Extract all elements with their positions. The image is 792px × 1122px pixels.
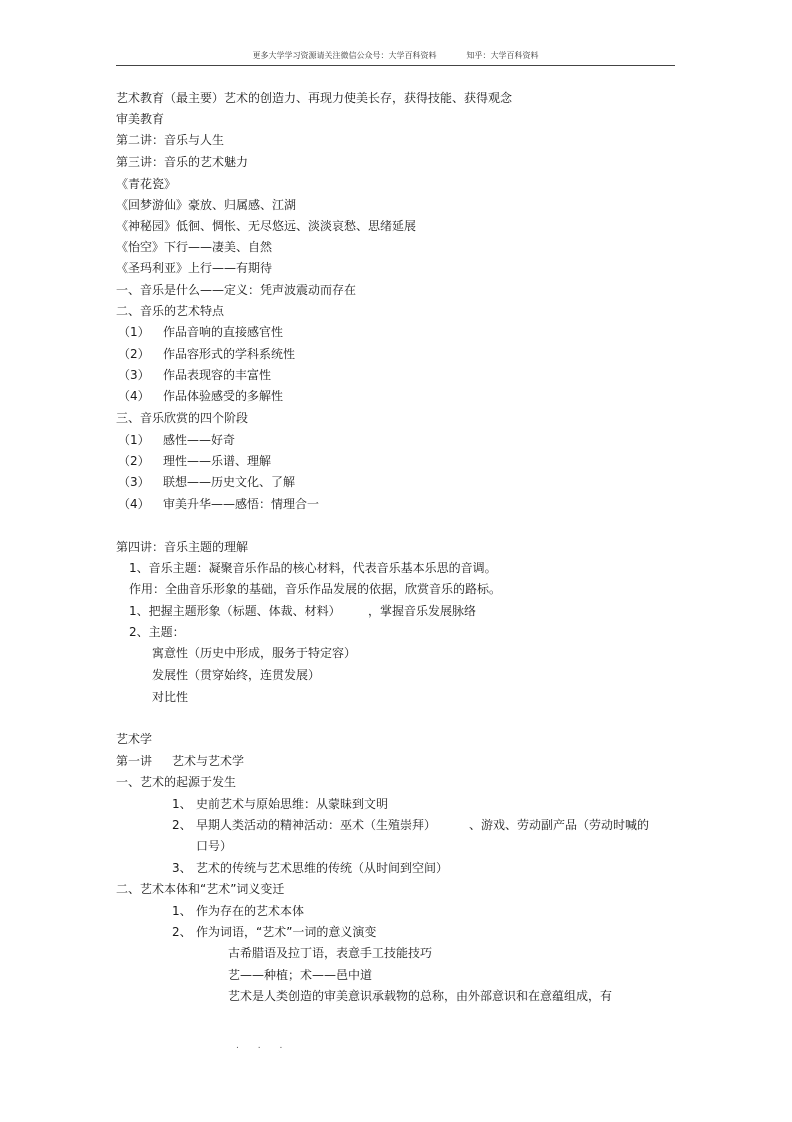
text-line: 1、把握主题形象（标题、体裁、材料） — [129, 604, 341, 618]
list-text: 早期人类活动的精神活动：巫术（生殖崇拜） — [196, 818, 437, 832]
list-text: 史前艺术与原始思维：从蒙昧到文明 — [196, 797, 389, 811]
text-line: 2、主题： — [129, 625, 185, 639]
text-line: 第四讲：音乐主题的理解 — [116, 540, 249, 554]
list-text: 作为存在的艺术本体 — [196, 904, 305, 918]
text-line: 一、艺术的起源于发生 — [116, 775, 237, 789]
text-line: 一、音乐是什么——定义：凭声波震动而存在 — [116, 283, 357, 297]
list-text: 作品表现容的丰富性 — [163, 368, 272, 382]
list-text: 感性——好奇 — [163, 433, 236, 447]
list-number: （1） — [118, 325, 150, 339]
list-number: 2、 — [172, 925, 192, 939]
list-number: 1、 — [172, 797, 192, 811]
list-number: 2、 — [172, 818, 192, 832]
text-line: 第三讲：音乐的艺术魅力 — [116, 155, 249, 169]
text-line: 作用：全曲音乐形象的基础，音乐作品发展的依据，欣赏音乐的路标。 — [129, 582, 502, 596]
list-number: （3） — [118, 368, 150, 382]
text-line: 艺——种植；术——邑中道 — [228, 968, 373, 982]
text-line: 艺术是人类创造的审美意识承载物的总称，由外部意识和在意蕴组成，有 — [228, 989, 613, 1003]
list-number: （1） — [118, 433, 150, 447]
list-number: （4） — [118, 497, 150, 511]
text-line: 二、音乐的艺术特点 — [116, 304, 225, 318]
text-line: 第一讲 — [116, 754, 153, 768]
header-wechat-text: 更多大学学习资源请关注微信公众号：大学百科资料 — [252, 51, 437, 60]
list-number: 1、 — [172, 904, 192, 918]
list-text: 作品体验感受的多解性 — [163, 389, 284, 403]
list-text: 联想——历史文化、了解 — [163, 475, 296, 489]
footer-dots: . . . — [236, 1041, 291, 1051]
list-number: （3） — [118, 475, 150, 489]
text-line: 对比性 — [152, 690, 189, 704]
list-text: 作品容形式的学科系统性 — [163, 347, 296, 361]
text-line: 三、音乐欣赏的四个阶段 — [116, 411, 249, 425]
text-line: 《回梦游仙》豪放、归属感、江湖 — [116, 198, 297, 212]
text-line: 1、音乐主题：凝聚音乐作品的核心材料，代表音乐基本乐思的音调。 — [129, 561, 497, 575]
text-line: 审美教育 — [116, 112, 165, 126]
text-line: 发展性（贯穿始终，连贯发展） — [152, 668, 321, 682]
text-line: 第二讲：音乐与人生 — [116, 133, 225, 147]
list-number: （4） — [118, 389, 150, 403]
list-number: （2） — [118, 454, 150, 468]
text-line: 寓意性（历史中形成，服务于特定容） — [152, 646, 357, 660]
list-text: 作为词语，“艺术”一词的意义演变 — [196, 925, 377, 939]
section-title: 艺术学 — [116, 732, 153, 746]
list-text: 口号） — [196, 839, 233, 853]
text-line: 《圣玛利亚》上行——有期待 — [116, 261, 273, 275]
list-number: 3、 — [172, 861, 192, 875]
list-text: 艺术的传统与艺术思维的传统（从时间到空间） — [196, 861, 449, 875]
text-line: 《青花瓷》 — [116, 177, 177, 191]
text-line: ，掌握音乐发展脉络 — [368, 604, 477, 618]
list-text: 理性——乐谱、理解 — [163, 454, 272, 468]
list-text: 、游戏、劳动副产品（劳动时喊的 — [469, 818, 650, 832]
text-line: 《怡空》下行——凄美、自然 — [116, 240, 273, 254]
text-line: 二、艺术本体和“艺术”词义变迁 — [116, 882, 285, 896]
text-line: 《神秘园》低徊、惆怅、无尽悠远、淡淡哀愁、思绪延展 — [116, 219, 417, 233]
text-line: 古希腊语及拉丁语，表意手工技能技巧 — [228, 946, 433, 960]
header-zhihu-text: 知乎：大学百科资料 — [466, 51, 539, 60]
list-number: （2） — [118, 347, 150, 361]
list-text: 作品音响的直接感官性 — [163, 325, 284, 339]
list-text: 审美升华——感悟：情理合一 — [163, 497, 320, 511]
text-line: 艺术与艺术学 — [172, 754, 245, 768]
text-line: 艺术教育（最主要）艺术的创造力、再现力使美长存，获得技能、获得观念 — [116, 91, 513, 105]
